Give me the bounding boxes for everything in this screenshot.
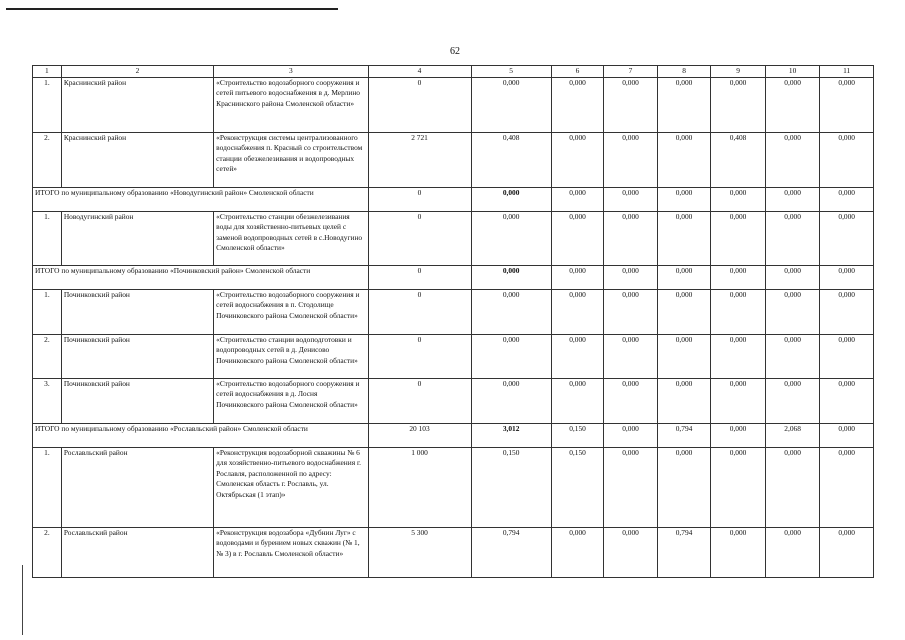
value-cell: 0,000: [471, 334, 551, 378]
project-name: «Реконструкция водозабора «Дубнин Луг» с водоводами и бурением новых скважин (№ 1, № 3) в г. Рославль Смоленской области»: [214, 527, 368, 577]
value-cell: 0,000: [657, 211, 711, 265]
project-name: «Строительство водозаборного сооружения и сетей питьевого водоснабжения в д. Мерлино Краснинского района Смоленской области»: [214, 77, 368, 132]
value-cell: 0: [368, 289, 471, 334]
value-cell: 0,000: [604, 527, 658, 577]
value-cell: 0,000: [657, 289, 711, 334]
value-cell: 0,000: [820, 334, 874, 378]
value-cell: 0,000: [551, 211, 603, 265]
row-number: 1.: [33, 447, 62, 527]
row-number: 2.: [33, 132, 62, 187]
value-cell: 2,068: [765, 423, 820, 447]
value-cell: 0,000: [471, 378, 551, 423]
page-number: 62: [450, 46, 460, 57]
project-name: «Строительство станции водоподготовки и водопроводных сетей в д. Денисово Починковского района Смоленской области»: [214, 334, 368, 378]
value-cell: 0,000: [551, 265, 603, 289]
value-cell: 0,000: [657, 132, 711, 187]
value-cell: 0,000: [765, 289, 820, 334]
district-name: Краснинский район: [61, 132, 213, 187]
value-cell: 0,408: [711, 132, 766, 187]
district-name: Краснинский район: [61, 77, 213, 132]
project-name: «Реконструкция водозаборной скважины № 6 для хозяйственно-питьевого водоснабжения г. Рославля, расположенной по адресу: Смоленская область г. Рославль, ул. Октябрьская (1 этап)»: [214, 447, 368, 527]
value-cell: 0,000: [711, 211, 766, 265]
value-cell: 0,000: [820, 77, 874, 132]
value-cell: 0,000: [765, 447, 820, 527]
value-cell: 1 000: [368, 447, 471, 527]
value-cell: 0,000: [471, 187, 551, 211]
value-cell: 0,000: [551, 378, 603, 423]
value-cell: 0: [368, 187, 471, 211]
value-cell: 0,150: [471, 447, 551, 527]
value-cell: 5 300: [368, 527, 471, 577]
total-label: ИТОГО по муниципальному образованию «Починковский район» Смоленской области: [33, 265, 369, 289]
project-name: «Строительство станции обезжелезивания воды для хозяйственно-питьевых целей с заменой водопроводных сетей в с.Новодугино Смоленской области»: [214, 211, 368, 265]
value-cell: 0: [368, 77, 471, 132]
column-header: 6: [551, 66, 603, 78]
value-cell: 0,000: [711, 447, 766, 527]
value-cell: 0,000: [657, 187, 711, 211]
table-row: [33, 378, 874, 423]
value-cell: 0,000: [765, 334, 820, 378]
value-cell: 0,794: [657, 527, 711, 577]
value-cell: 0,000: [604, 289, 658, 334]
column-header: 9: [711, 66, 766, 78]
value-cell: 3,012: [471, 423, 551, 447]
top-rule: [6, 8, 338, 10]
table-row: [33, 334, 874, 378]
value-cell: 0,000: [604, 77, 658, 132]
row-number: 2.: [33, 527, 62, 577]
value-cell: 0: [368, 334, 471, 378]
value-cell: 0,000: [765, 527, 820, 577]
row-number: 1.: [33, 289, 62, 334]
district-name: Новодугинский район: [61, 211, 213, 265]
value-cell: 0,000: [657, 334, 711, 378]
column-header: 11: [820, 66, 874, 78]
value-cell: 0,000: [604, 187, 658, 211]
district-name: Рославльский район: [61, 527, 213, 577]
value-cell: 0,000: [711, 378, 766, 423]
total-row: [33, 187, 874, 211]
value-cell: 0,000: [604, 423, 658, 447]
district-name: Рославльский район: [61, 447, 213, 527]
row-number: 1.: [33, 77, 62, 132]
value-cell: 0,000: [604, 211, 658, 265]
value-cell: 0,000: [604, 132, 658, 187]
column-header: 2: [61, 66, 213, 78]
value-cell: 0,000: [471, 289, 551, 334]
value-cell: 0: [368, 265, 471, 289]
left-margin-rule: [22, 565, 23, 635]
value-cell: 0,000: [820, 447, 874, 527]
value-cell: 0,000: [765, 187, 820, 211]
value-cell: 0,000: [551, 132, 603, 187]
project-name: «Строительство водозаборного сооружения и сетей водоснабжения в д. Лосня Починковского района Смоленской области»: [214, 378, 368, 423]
total-label: ИТОГО по муниципальному образованию «Новодугинский район» Смоленской области: [33, 187, 369, 211]
value-cell: 20 103: [368, 423, 471, 447]
value-cell: 0,000: [551, 289, 603, 334]
project-name: «Реконструкция системы централизованного водоснабжения п. Красный со строительством станции обезжелезивания и водопроводных сетей»: [214, 132, 368, 187]
value-cell: 0,000: [604, 447, 658, 527]
value-cell: 0,000: [820, 187, 874, 211]
value-cell: 0,000: [711, 187, 766, 211]
value-cell: 0,000: [604, 334, 658, 378]
column-header: 3: [214, 66, 368, 78]
value-cell: 0,000: [711, 334, 766, 378]
value-cell: 0,150: [551, 447, 603, 527]
table-row: [33, 132, 874, 187]
district-name: Починковский район: [61, 378, 213, 423]
value-cell: 0,000: [657, 77, 711, 132]
column-header: 5: [471, 66, 551, 78]
district-name: Починковский район: [61, 289, 213, 334]
value-cell: 0,000: [604, 378, 658, 423]
value-cell: 0,000: [765, 378, 820, 423]
column-header: 10: [765, 66, 820, 78]
value-cell: 0,150: [551, 423, 603, 447]
value-cell: 0,000: [711, 265, 766, 289]
value-cell: 0,794: [657, 423, 711, 447]
value-cell: 0,000: [551, 527, 603, 577]
total-row: [33, 423, 874, 447]
value-cell: 0,000: [711, 423, 766, 447]
value-cell: 0,000: [711, 77, 766, 132]
column-header: 8: [657, 66, 711, 78]
value-cell: 0,000: [820, 289, 874, 334]
value-cell: 0,000: [604, 265, 658, 289]
value-cell: 0,000: [820, 527, 874, 577]
value-cell: 0,000: [471, 77, 551, 132]
value-cell: 0,000: [765, 211, 820, 265]
table-body: [33, 66, 874, 578]
total-label: ИТОГО по муниципальному образованию «Рославльский район» Смоленской области: [33, 423, 369, 447]
column-header: 7: [604, 66, 658, 78]
value-cell: 0,000: [765, 265, 820, 289]
value-cell: 0,000: [657, 378, 711, 423]
value-cell: 0: [368, 211, 471, 265]
table-row: [33, 527, 874, 577]
value-cell: 0,408: [471, 132, 551, 187]
value-cell: 0: [368, 378, 471, 423]
value-cell: 0,000: [711, 527, 766, 577]
value-cell: 0,794: [471, 527, 551, 577]
value-cell: 0,000: [820, 265, 874, 289]
value-cell: 0,000: [471, 211, 551, 265]
value-cell: 0,000: [765, 132, 820, 187]
value-cell: 0,000: [820, 132, 874, 187]
value-cell: 0,000: [657, 447, 711, 527]
column-header: 1: [33, 66, 62, 78]
value-cell: 0,000: [820, 423, 874, 447]
value-cell: 0,000: [820, 378, 874, 423]
district-name: Починковский район: [61, 334, 213, 378]
column-header: 4: [368, 66, 471, 78]
value-cell: 2 721: [368, 132, 471, 187]
row-number: 3.: [33, 378, 62, 423]
value-cell: 0,000: [551, 334, 603, 378]
project-name: «Строительство водозаборного сооружения и сетей водоснабжения в п. Стодолище Починковского района Смоленской области»: [214, 289, 368, 334]
value-cell: 0,000: [765, 77, 820, 132]
row-number: 2.: [33, 334, 62, 378]
table-row: [33, 77, 874, 132]
value-cell: 0,000: [820, 211, 874, 265]
header-row: [33, 66, 874, 78]
value-cell: 0,000: [711, 289, 766, 334]
total-row: [33, 265, 874, 289]
row-number: 1.: [33, 211, 62, 265]
value-cell: 0,000: [551, 77, 603, 132]
value-cell: 0,000: [657, 265, 711, 289]
table-row: [33, 289, 874, 334]
value-cell: 0,000: [551, 187, 603, 211]
value-cell: 0,000: [471, 265, 551, 289]
table-row: [33, 211, 874, 265]
table-row: [33, 447, 874, 527]
budget-table: [32, 65, 874, 578]
